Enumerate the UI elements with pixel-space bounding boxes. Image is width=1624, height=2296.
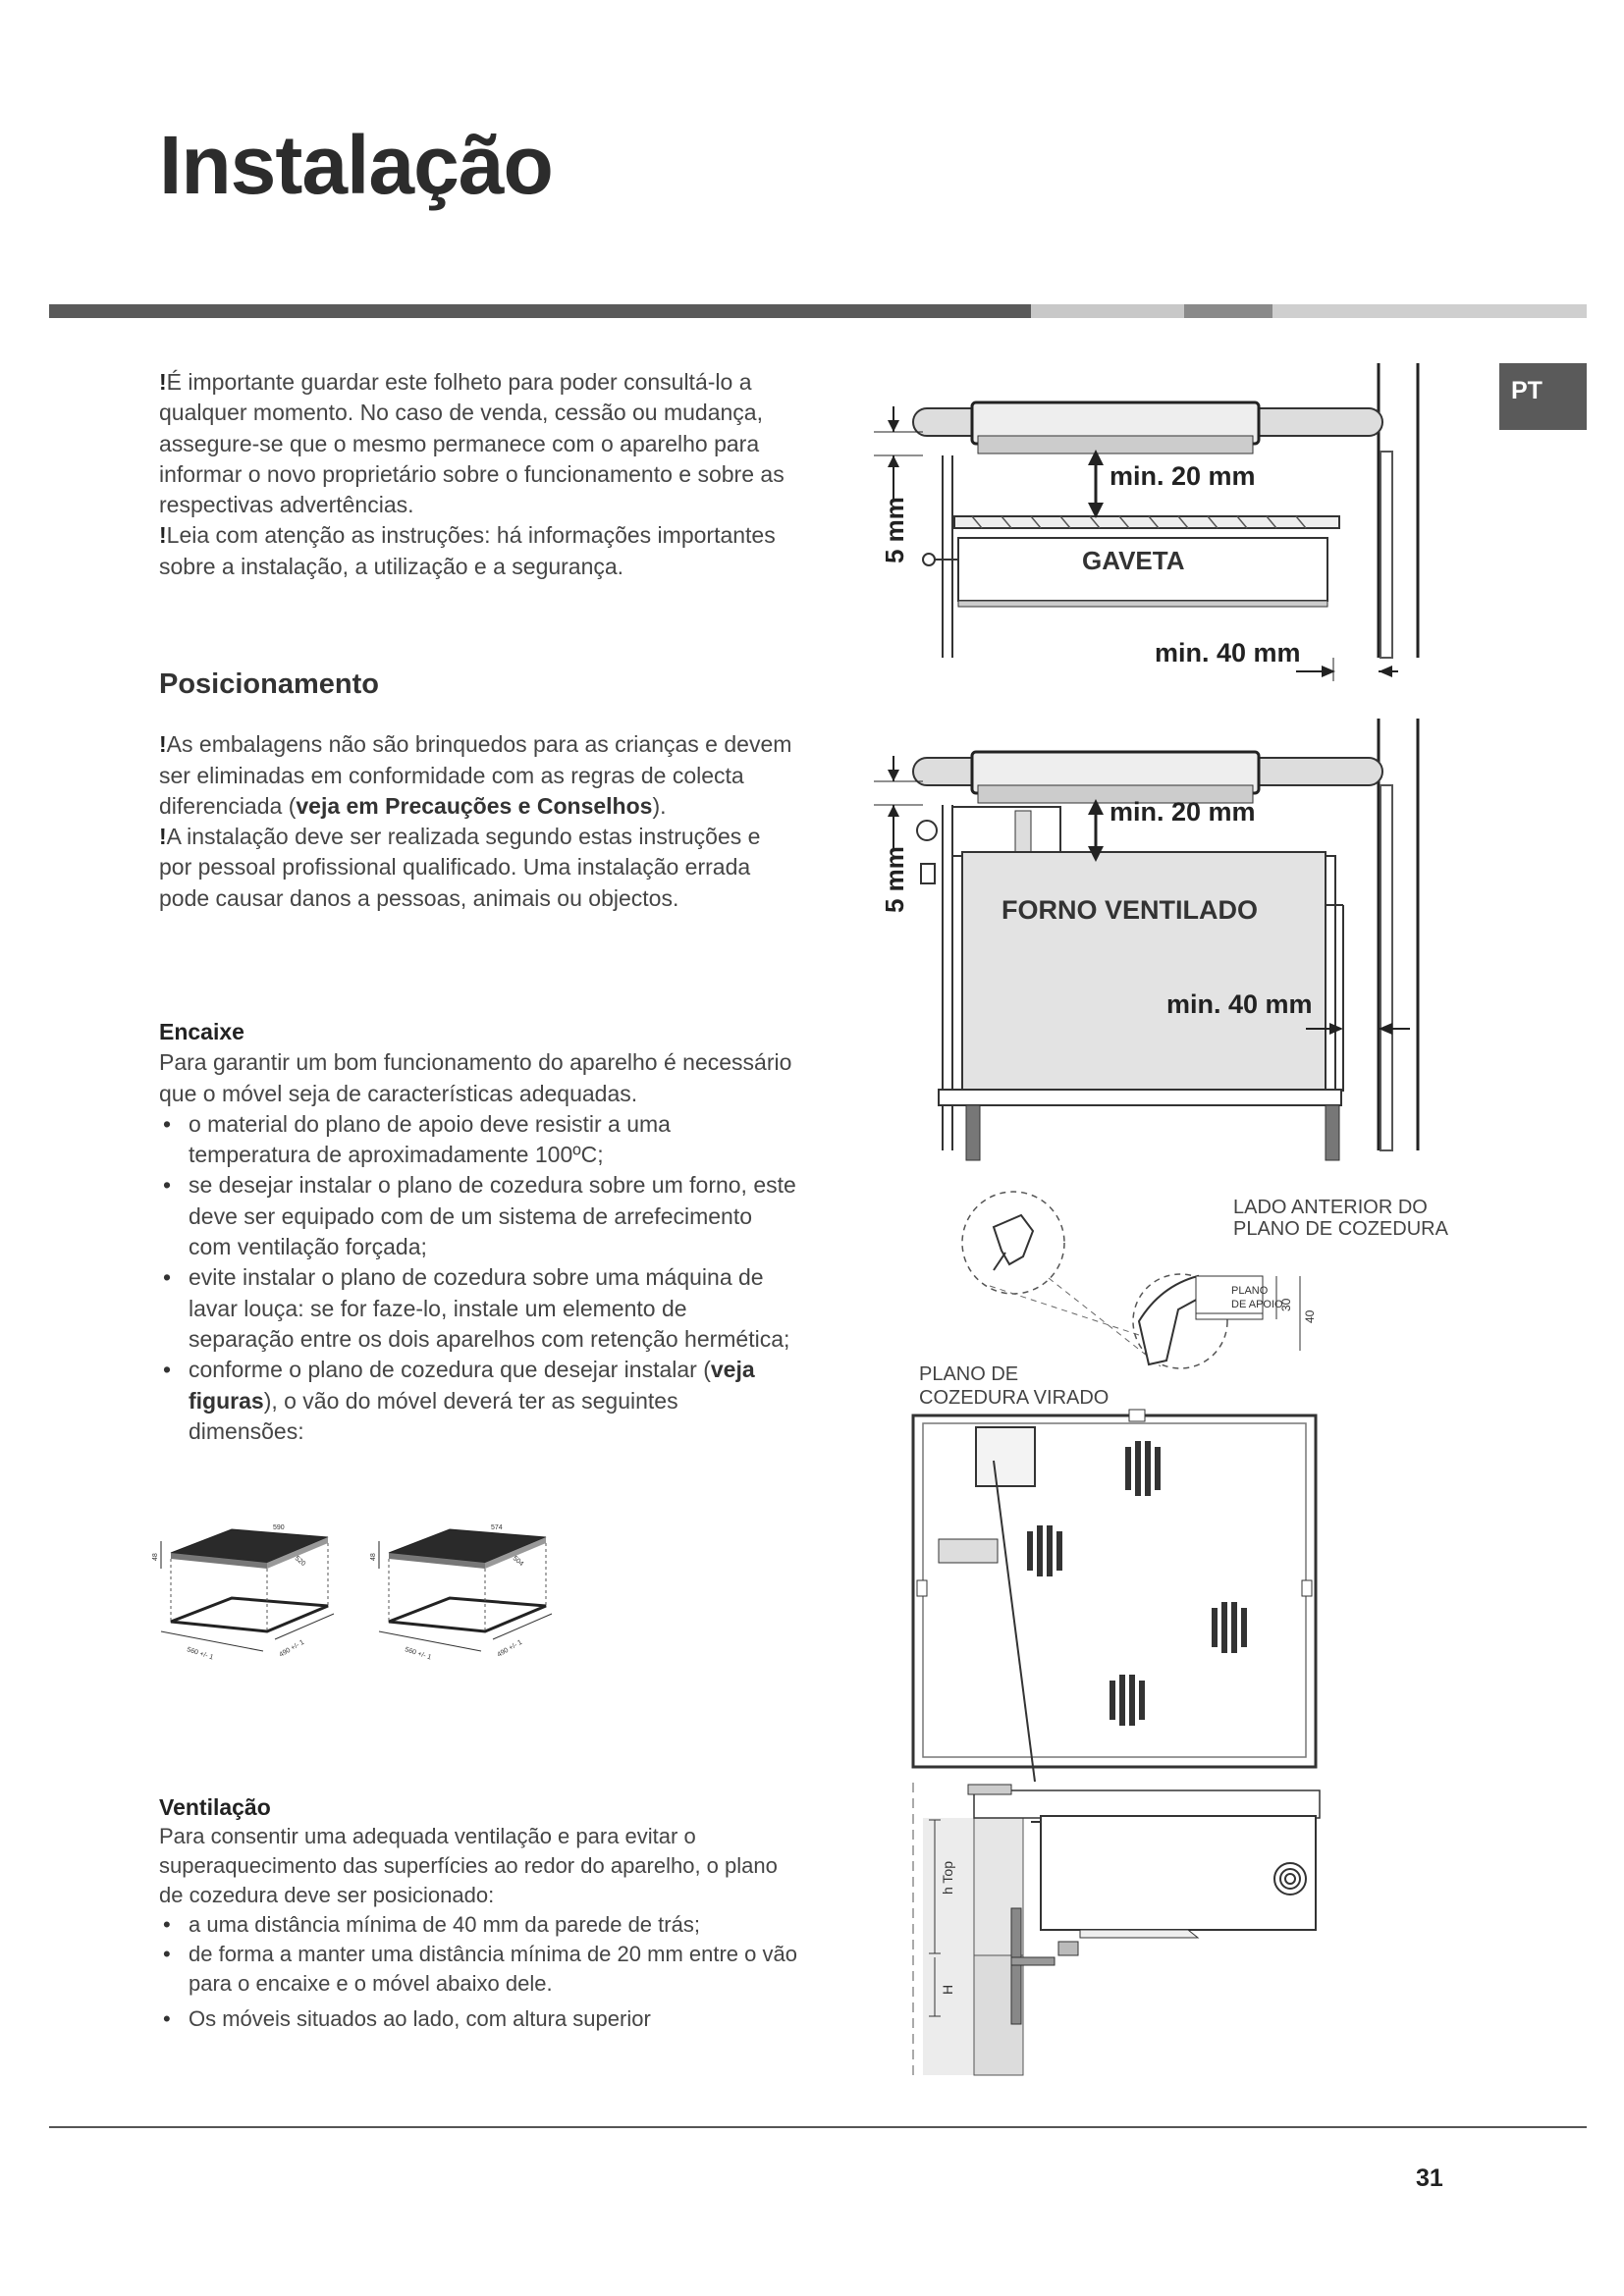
posicionamento-paragraph-1: !As embalagens não são brinquedos para as crianças e devem ser eliminadas em conformidade com as regras de colecta diferenciada (veja em Precauções e Conselhos). [159,731,792,819]
header-bar-mid [1184,304,1272,318]
posicionamento-section [159,669,797,914]
encaixe-intro: Para garantir um bom funcionamento do aparelho é necessário que o móvel seja de características adequadas. [159,1049,792,1106]
footer-rule [49,2126,1587,2128]
dim-top: 590 [273,1524,285,1531]
cutout-dimension-figures [147,1512,560,1688]
side-gap-label: 5 mm [880,497,909,563]
dim-side: 504 [511,1555,525,1569]
oven-label: FORNO VENTILADO [1001,895,1258,925]
page-number: 31 [1416,2164,1443,2192]
dim-width-cut: 560 +/- 1 [404,1646,433,1662]
subsection-heading-encaixe: Encaixe [159,1019,244,1044]
h-label: H [940,1984,955,1995]
support-label-line-1: PLANO [1231,1285,1269,1297]
warning-mark: ! [159,522,167,549]
min-gap-label: min. 20 mm [1110,797,1256,827]
cutout-figure-2 [370,1524,552,1662]
encaixe-section [159,1017,797,1447]
min-rear-label: min. 40 mm [1155,638,1301,667]
cross-reference: veja figuras [189,1357,755,1414]
ventilacao-section [159,1792,797,2034]
front-label-line-2: PLANO DE COZEDURA [1233,1218,1448,1240]
dim-40: 40 [1303,1309,1317,1323]
support-label-line-2: DE APOIO [1231,1299,1283,1310]
header-bar-light-2 [1272,304,1587,318]
ventilacao-intro: Para consentir uma adequada ventilação e para evitar o superaquecimento das superfícies ao redor do aparelho, o plano de cozedura deve ser posicionado: [159,1824,778,1907]
side-installation-diagram [913,1781,1316,2075]
dim-side: 520 [293,1555,307,1569]
list-item: • a uma distância mínima de 40 mm da parede de trás; [159,1910,797,1940]
min-gap-label: min. 20 mm [1110,461,1256,491]
header-bar-light [1031,304,1184,318]
cutout-figure-1 [152,1524,334,1662]
subsection-heading-ventilacao: Ventilação [159,1794,271,1820]
drawer-clearance-diagram [864,353,1434,687]
intro-paragraph-2: !Leia com atenção as instruções: há informações importantes sobre a instalação, a utilização e a segurança. [159,522,776,579]
flipped-label-line-2: COZEDURA VIRADO [919,1387,1110,1409]
intro-paragraph-1: !É importante guardar este folheto para poder consultá-lo a qualquer momento. No caso de venda, cessão ou mudança, assegure-se que o mesmo permanece com o aparelho para informar o novo proprietário sobre o funcionamento e sobre as respectivas advertências. [159,369,785,518]
min-rear-label: min. 40 mm [1166,989,1313,1019]
page-title: Instalação [159,119,553,211]
dim-top: 574 [491,1524,503,1531]
dim-height: 48 [370,1553,377,1561]
list-item: • conforme o plano de cozedura que desejar instalar (veja figuras), o vão do móvel deverá ter as seguintes dimensões: [159,1355,797,1447]
posicionamento-paragraph-2: !A instalação deve ser realizada segundo estas instruções e por pessoal profissional qualificado. Uma instalação errada pode causar danos a pessoas, animais ou objectos. [159,824,761,911]
warning-mark: ! [159,369,167,395]
cross-reference: veja em Precauções e Conselhos [296,792,653,819]
list-item: • evite instalar o plano de cozedura sobre uma máquina de lavar louça: se for faze-lo, instale um elemento de separação entre os dois aparelhos com retenção hermética; [159,1262,797,1355]
list-item: • de forma a manter uma distância mínima de 20 mm entre o vão para o encaixe e o móvel abaixo dele. [159,1940,797,1999]
section-heading-posicionamento: Posicionamento [159,668,379,700]
list-item: • se desejar instalar o plano de cozedura sobre um forno, este deve ser equipado com de um sistema de arrefecimento com ventilação forçada; [159,1170,797,1262]
header-bar-dark [49,304,1031,318]
h-top-label: h Top [940,1861,955,1895]
flipped-label-line-1: PLANO DE [919,1363,1019,1385]
list-item: • Os móveis situados ao lado, com altura superior [159,2004,797,2034]
side-gap-label: 5 mm [880,846,909,913]
dim-30: 30 [1279,1298,1293,1311]
language-badge: PT [1499,363,1587,430]
oven-clearance-diagram [864,709,1434,1160]
dim-depth-cut: 490 +/- 1 [278,1638,306,1659]
drawer-label: GAVETA [1082,546,1185,575]
fixing-clip-diagram [903,1188,1448,1777]
dim-depth-cut: 490 +/- 1 [496,1638,524,1659]
dim-height: 48 [152,1553,159,1561]
intro-section [159,367,797,582]
front-label-line-1: LADO ANTERIOR DO [1233,1197,1428,1218]
list-item: • o material do plano de apoio deve resistir a uma temperatura de aproximadamente 100ºC; [159,1109,797,1171]
dim-width-cut: 560 +/- 1 [186,1646,215,1662]
